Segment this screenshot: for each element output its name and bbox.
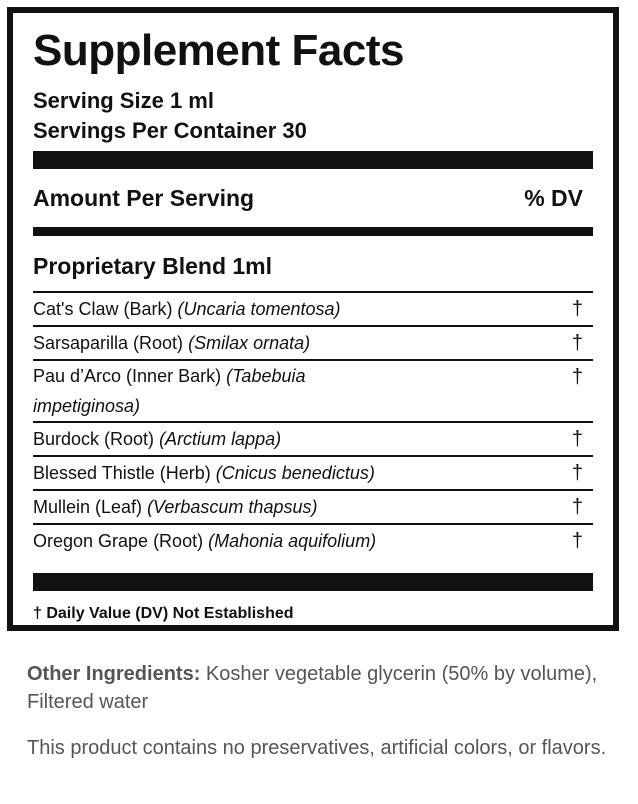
ingredient-row — [33, 325, 593, 359]
ingredient-name: Blessed Thistle (Herb) — [33, 463, 211, 483]
ingredient-list — [33, 291, 593, 557]
thick-divider-top — [33, 151, 593, 169]
ingredient-latin: (Smilax ornata) — [188, 333, 311, 353]
dagger-mark: † — [571, 428, 583, 450]
ingredient-name: Mullein (Leaf) — [33, 497, 143, 517]
ingredient-name: Cat's Claw (Bark) — [33, 299, 173, 319]
ingredient-row — [33, 291, 593, 325]
medium-divider — [33, 227, 593, 236]
servings-per-container: Servings Per Container 30 — [33, 118, 307, 143]
ingredient-row — [33, 421, 593, 455]
dagger-mark: † — [571, 332, 583, 354]
dv-footnote: † Daily Value (DV) Not Established — [33, 605, 294, 622]
dagger-mark: † — [571, 496, 583, 518]
ingredient-name: Sarsaparilla (Root) — [33, 333, 184, 353]
ingredient-name: Pau d’Arco (Inner Bark) — [33, 366, 222, 386]
ingredient-row — [33, 359, 593, 421]
ingredient-name: Burdock (Root) — [33, 429, 155, 449]
serving-size: Serving Size 1 ml — [33, 88, 214, 113]
dagger-mark: † — [571, 530, 583, 552]
ingredient-latin: (Cnicus benedictus) — [215, 463, 375, 483]
amount-per-serving-row — [33, 183, 593, 213]
ingredient-name: Oregon Grape (Root) — [33, 531, 204, 551]
label-title: Supplement Facts — [33, 26, 404, 75]
amount-per-serving-label: Amount Per Serving — [33, 185, 255, 211]
ingredient-latin: (Uncaria tomentosa) — [177, 299, 341, 319]
ingredient-row — [33, 489, 593, 523]
dv-header: % DV — [524, 185, 583, 211]
ingredient-latin: (Arctium lappa) — [159, 429, 282, 449]
ingredient-row — [33, 455, 593, 489]
ingredient-latin: (Tabebuia impetiginosa) — [33, 366, 306, 416]
ingredient-latin: (Verbascum thapsus) — [147, 497, 318, 517]
ingredient-latin: (Mahonia aquifolium) — [208, 531, 377, 551]
other-ingredients-label: Other Ingredients: — [27, 663, 201, 685]
other-ingredients — [27, 660, 617, 716]
dagger-mark: † — [571, 462, 583, 484]
blend-title: Proprietary Blend 1ml — [33, 253, 273, 279]
disclaimer-text: This product contains no preservatives, artificial colors, or flavors. — [27, 737, 607, 759]
ingredient-row — [33, 523, 593, 557]
dagger-mark: † — [571, 366, 583, 388]
dagger-mark: † — [571, 298, 583, 320]
other-ingredients-text: Kosher vegetable glycerin (50% by volume), Filtered water — [27, 663, 598, 713]
thick-divider-bottom — [33, 573, 593, 591]
supplement-facts-panel — [7, 7, 619, 631]
